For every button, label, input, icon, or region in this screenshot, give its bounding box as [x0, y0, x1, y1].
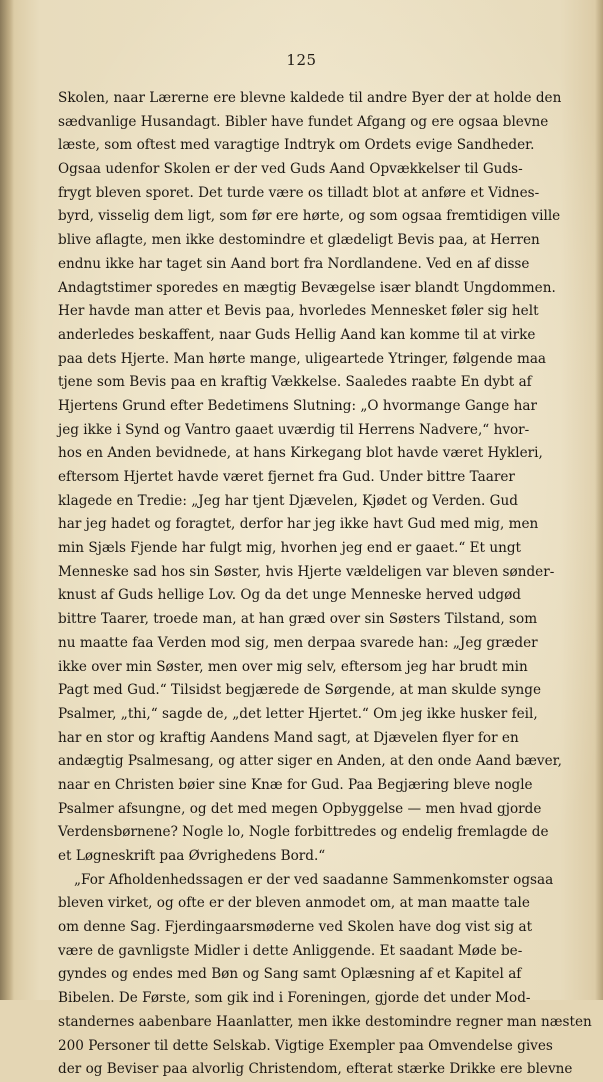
text-line: 200 Personer til dette Selskab. Vigtige Exempler paa Omvendelse gives: [58, 1037, 553, 1054]
text-line: har jeg hadet og foragtet, derfor har jeg ikke havt Gud med mig, men: [58, 516, 539, 533]
text-line: Menneske sad hos sin Søster, hvis Hjerte vældeligen var bleven sønder-: [58, 563, 555, 580]
text-line: Her havde man atter et Bevis paa, hvorledes Mennesket føler sig helt: [58, 303, 539, 320]
text-line: byrd, visselig dem ligt, som før ere hørte, og som ogsaa fremtidigen ville: [58, 208, 561, 225]
text-line: naar en Christen bøier sine Knæ for Gud. Paa Begjæring bleve nogle: [58, 776, 533, 793]
text-line: hos en Anden bevidnede, at hans Kirkegang blot havde været Hykleri,: [58, 445, 543, 462]
text-line: bittre Taarer, troede man, at han græd over sin Søsters Tilstand, som: [58, 611, 538, 628]
text-line: et Løgneskrift paa Øvrighedens Bord.“: [58, 848, 326, 864]
text-line: anderledes beskaffent, naar Guds Hellig Aand kan komme til at virke: [58, 326, 536, 343]
text-line: paa dets Hjerte. Man hørte mange, uligeartede Ytringer, følgende maa: [58, 350, 547, 367]
page-number: 125: [286, 51, 317, 69]
text-line: standernes aabenbare Haanlatter, men ikke destomindre regner man næsten: [58, 1013, 592, 1030]
text-line: Verdensbørnene? Nogle lo, Nogle forbittredes og endelig fremlagde de: [58, 824, 549, 841]
text-line: min Sjæls Fjende har fulgt mig, hvorhen jeg end er gaaet.“ Et ungt: [58, 540, 522, 557]
text-line: være de gavnligste Midler i dette Anliggende. Et saadant Møde be-: [58, 942, 523, 959]
text-line: har en stor og kraftig Aandens Mand sagt, at Djævelen flyer for en: [58, 729, 519, 746]
text-line: gyndes og endes med Bøn og Sang samt Oplæsning af et Kapitel af: [58, 966, 522, 983]
text-line: jeg ikke i Synd og Vantro gaaet uværdig til Herrens Nadvere,“ hvor-: [58, 421, 530, 438]
text-line: Andagtstimer sporedes en mægtig Bevægelse især blandt Ungdommen.: [58, 279, 556, 296]
text-line: Psalmer, „thi,“ sagde de, „det letter Hjertet.“ Om jeg ikke husker feil,: [58, 705, 538, 722]
text-line: frygt bleven sporet. Det turde være os tilladt blot at anføre et Vidnes-: [58, 184, 540, 201]
text-line: eftersom Hjertet havde været fjernet fra Gud. Under bittre Taarer: [58, 469, 515, 485]
text-line: der og Beviser paa alvorlig Christendom, efterat stærke Drikke ere blevne: [58, 1061, 573, 1078]
text-line: Pagt med Gud.“ Tilsidst begjærede de Sørgende, at man skulde synge: [58, 682, 542, 699]
text-line: „For Afholdenhedssagen er der ved saadanne Sammenkomster ogsaa: [74, 871, 554, 888]
text-line: Bibelen. De Første, som gik ind i Foreningen, gjorde det under Mod-: [58, 990, 531, 1007]
text-line: Ogsaa udenfor Skolen er der ved Guds Aand Opvækkelser til Guds-: [58, 161, 523, 178]
text-line: klagede en Tredie: „Jeg har tjent Djævelen, Kjødet og Verden. Gud: [58, 492, 518, 509]
text-line: endnu ikke har taget sin Aand bort fra Nordlandene. Ved en af disse: [58, 255, 530, 272]
text-line: Psalmer afsungne, og det med megen Opbyggelse — men hvad gjorde: [58, 800, 542, 817]
text-line: Hjertens Grund efter Bedetimens Slutning: „O hvormange Gange har: [58, 397, 537, 414]
text-line: ikke over min Søster, men over mig selv, eftersom jeg har brudt min: [58, 658, 528, 675]
text-line: andægtig Psalmesang, og atter siger en Anden, at den onde Aand bæver,: [58, 753, 562, 770]
text-line: tjene som Bevis paa en kraftig Vækkelse. Saaledes raabte En dybt af: [58, 374, 532, 391]
text-line: knust af Guds hellige Lov. Og da det unge Menneske herved udgød: [58, 587, 521, 604]
binding-gutter: [0, 0, 14, 1000]
text-line: sædvanlige Husandagt. Bibler have fundet Afgang og ere ogsaa blevne: [58, 113, 549, 130]
text-line: nu maatte faa Verden mod sig, men derpaa svarede han: „Jeg græder: [58, 634, 538, 651]
text-line: om denne Sag. Fjerdingaarsmøderne ved Skolen have dog vist sig at: [58, 919, 533, 936]
text-line: læste, som oftest med varagtige Indtryk om Ordets evige Sandheder.: [58, 137, 535, 154]
text-line: Skolen, naar Lærerne ere blevne kaldede til andre Byer der at holde den: [58, 90, 562, 106]
page-edge: [595, 0, 603, 1000]
text-line: blive aflagte, men ikke destomindre et glædeligt Bevis paa, at Herren: [58, 232, 540, 249]
body-text: [58, 87, 592, 1082]
text-line: bleven virket, og ofte er der bleven anmodet om, at man maatte tale: [58, 895, 530, 912]
